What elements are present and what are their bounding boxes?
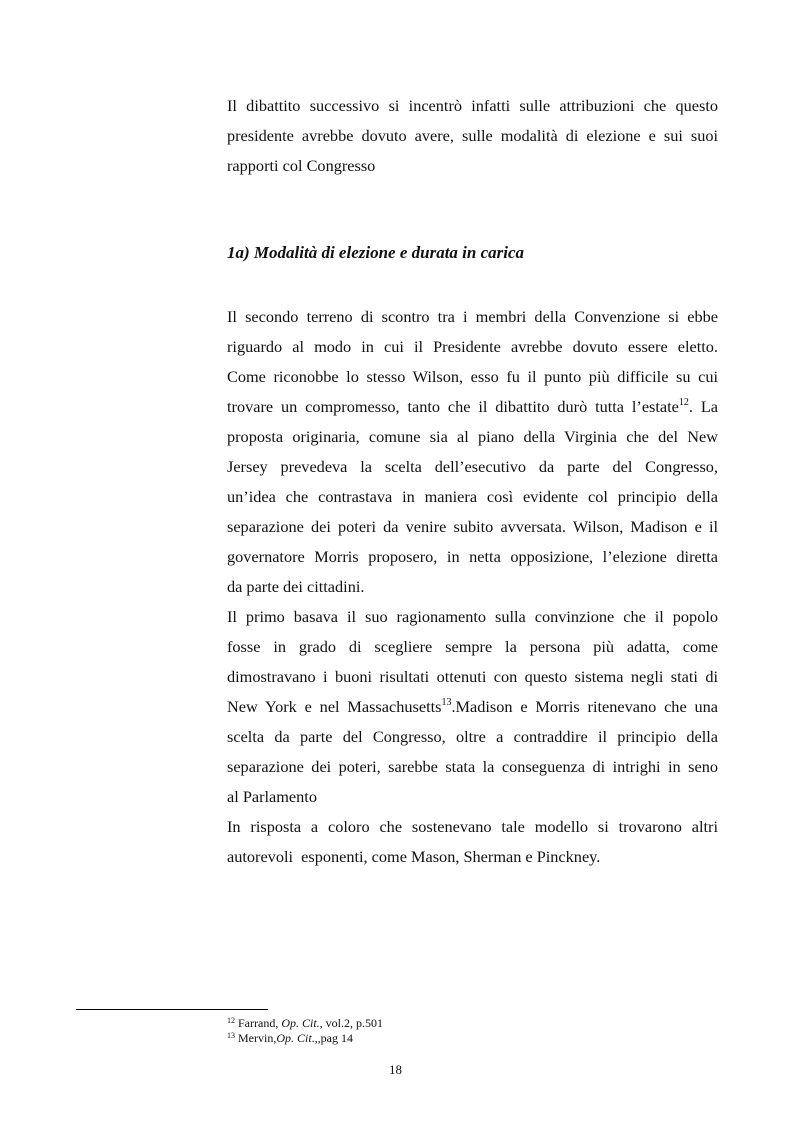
footnote-ref-12[interactable]: 12	[678, 397, 689, 408]
paragraph-line-with-footnote	[227, 692, 718, 722]
footnote-13	[227, 1031, 353, 1045]
paragraph-line: In risposta a coloro che sostenevano tale modello si trovarono altri	[227, 817, 718, 836]
paragraph-line: proposta originaria, comune sia al piano della Virginia che del New	[227, 427, 718, 446]
footnote-title: Op. Cit	[276, 1031, 312, 1045]
footnote-author: Mervin,	[238, 1031, 277, 1045]
paragraph-1	[227, 302, 718, 602]
footnote-ref-13[interactable]: 13	[441, 697, 452, 708]
page-number: 18	[389, 1062, 402, 1077]
footnote-title: Op. Cit.,	[281, 1016, 323, 1030]
paragraph-line: al Parlamento	[227, 787, 317, 806]
footnote-number: 13	[227, 1031, 235, 1040]
paragraph-line: da parte dei cittadini.	[227, 577, 365, 596]
intro-line: presidente avrebbe dovuto avere, sulle modalità di elezione e sui suoi	[227, 126, 718, 145]
paragraph-line: fosse in grado di scegliere sempre la persona più adatta, come	[227, 637, 718, 656]
paragraph-line-with-footnote	[227, 392, 718, 422]
paragraph-2	[227, 602, 718, 812]
line-text: New York e nel Massachusetts	[227, 697, 442, 716]
paragraph-line: Il primo basava il suo ragionamento sulla convinzione che il popolo	[227, 607, 718, 626]
paragraph-line: dimostravano i buoni risultati ottenuti con questo sistema negli stati di	[227, 667, 718, 686]
paragraph-line: separazione dei poteri da venire subito avversata. Wilson, Madison e il	[227, 517, 718, 536]
line-text: .Madison e Morris ritenevano che una	[451, 697, 719, 716]
paragraph-line: Come riconobbe lo stesso Wilson, esso fu il punto più difficile su cui	[227, 367, 718, 386]
intro-line: rapporti col Congresso	[227, 156, 376, 175]
paragraph-line: un’idea che contrastava in maniera così evidente col principio della	[227, 487, 718, 506]
intro-paragraph	[227, 91, 718, 181]
paragraph-3	[227, 812, 718, 872]
section-heading: 1a) Modalità di elezione e durata in carica	[227, 243, 525, 262]
footnote-12	[227, 1016, 383, 1030]
paragraph-line: Jersey prevedeva la scelta dell’esecutivo da parte del Congresso,	[227, 457, 718, 476]
paragraph-line: scelta da parte del Congresso, oltre a contraddire il principio della	[227, 727, 718, 746]
body-text	[227, 302, 718, 872]
footnote-author: Farrand,	[238, 1016, 282, 1030]
footnote-separator	[76, 1009, 268, 1010]
paragraph-line: separazione dei poteri, sarebbe stata la conseguenza di intrighi in seno	[227, 757, 718, 776]
footnote-number: 12	[227, 1016, 235, 1025]
paragraph-line: governatore Morris proposero, in netta opposizione, l’elezione diretta	[227, 547, 718, 566]
footnote-detail: vol.2, p.501	[322, 1016, 384, 1030]
intro-line: Il dibattito successivo si incentrò infatti sulle attribuzioni che questo	[227, 96, 718, 115]
line-text: . La	[688, 397, 718, 416]
line-text: trovare un compromesso, tanto che il dibattito durò tutta l’estate	[227, 397, 679, 416]
paragraph-line: Il secondo terreno di scontro tra i membri della Convenzione si ebbe	[227, 307, 718, 326]
paragraph-line: autorevoli esponenti, come Mason, Sherman e Pinckney.	[227, 847, 601, 866]
intro-text	[227, 91, 718, 181]
footnote-detail: .,,pag 14	[311, 1031, 353, 1045]
paragraph-line: riguardo al modo in cui il Presidente avrebbe dovuto essere eletto.	[227, 337, 718, 356]
